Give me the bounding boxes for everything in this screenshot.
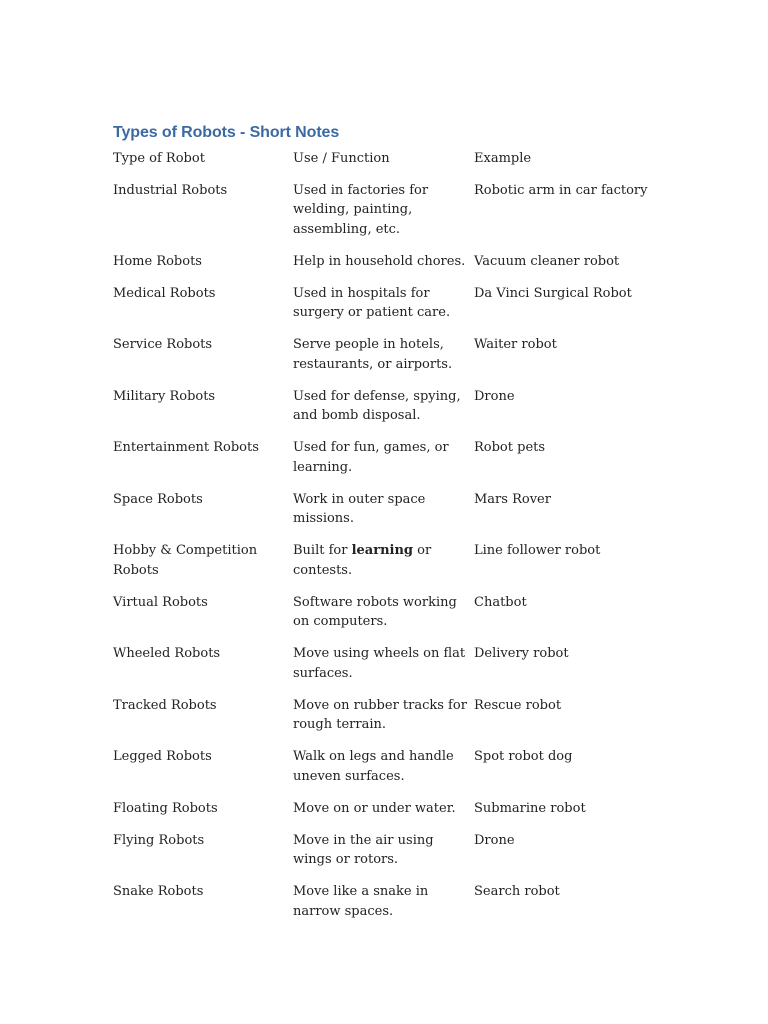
robot-type-cell: Tracked Robots [113, 697, 217, 713]
emphasized-text: learning [351, 543, 414, 558]
table-row [113, 490, 658, 542]
robot-types-table [113, 149, 658, 934]
robot-type-cell: Virtual Robots [113, 594, 208, 610]
example-cell: Vacuum cleaner robot [474, 253, 620, 269]
column-header-type: Type of Robot [113, 151, 205, 166]
table-row [113, 747, 658, 799]
robot-type-cell: Entertainment Robots [113, 440, 259, 455]
table-row [113, 831, 658, 883]
example-cell: Waiter robot [474, 337, 557, 352]
robot-type-cell: Flying Robots [113, 832, 205, 848]
example-cell: Drone [474, 832, 515, 848]
table-row [113, 799, 658, 831]
robot-type-cell: Wheeled Robots [113, 646, 221, 661]
use-function-cell: Used for defense, spying, and bomb disposal. [293, 388, 461, 423]
example-cell: Search robot [474, 884, 560, 899]
use-function-cell: Walk on legs and handle uneven surfaces. [293, 749, 454, 784]
use-function-cell: Software robots working on computers. [293, 594, 457, 629]
example-cell: Line follower robot [474, 543, 601, 558]
robot-type-cell: Hobby & Competition Robots [113, 543, 258, 578]
robot-type-cell: Medical Robots [113, 285, 216, 301]
use-function-cell: Move on or under water. [293, 800, 456, 816]
robot-type-cell: Military Robots [113, 388, 216, 404]
example-cell: Da Vinci Surgical Robot [474, 285, 632, 301]
text-fragment: Built for [293, 543, 352, 558]
use-function-cell: Work in outer space missions. [293, 491, 426, 526]
example-cell: Drone [474, 388, 515, 404]
use-function-cell: Serve people in hotels, restaurants, or airports. [293, 337, 453, 372]
use-function-cell: Used for fun, games, or learning. [293, 440, 449, 475]
table-row [113, 593, 658, 645]
robot-type-cell: Legged Robots [113, 749, 212, 764]
use-function-cell: Move on rubber tracks for rough terrain. [293, 697, 467, 732]
text-fragment: or contests. [293, 543, 432, 578]
robot-type-cell: Floating Robots [113, 800, 218, 816]
example-cell: Chatbot [474, 594, 527, 610]
use-function-cell: Help in household chores. [293, 253, 466, 269]
robot-type-cell: Space Robots [113, 491, 203, 507]
column-header-use: Use / Function [293, 151, 390, 166]
robot-type-cell: Snake Robots [113, 884, 204, 899]
table-body [113, 181, 658, 934]
use-function-cell: Move using wheels on flat surfaces. [293, 646, 466, 681]
robot-type-cell: Service Robots [113, 337, 213, 352]
table-row [113, 882, 658, 934]
robot-type-cell: Industrial Robots [113, 182, 228, 198]
use-function-cell [293, 541, 474, 593]
example-cell: Rescue robot [474, 697, 562, 713]
table-row [113, 387, 658, 439]
use-function-cell: Used in factories for welding, painting, assembling, etc. [293, 182, 429, 237]
example-cell: Submarine robot [474, 800, 586, 816]
example-cell: Delivery robot [474, 646, 569, 661]
document-title: Types of Robots - Short Notes [113, 124, 340, 141]
table-row [113, 438, 658, 490]
table-row [113, 252, 658, 284]
use-function-cell: Used in hospitals for surgery or patient care. [293, 285, 451, 320]
example-cell: Robot pets [474, 440, 546, 455]
example-cell: Mars Rover [474, 491, 551, 507]
robot-type-cell: Home Robots [113, 253, 202, 269]
table-row [113, 696, 658, 748]
table-row [113, 541, 658, 593]
example-cell: Spot robot dog [474, 749, 573, 764]
table-row [113, 181, 658, 252]
use-function-cell: Move like a snake in narrow spaces. [293, 884, 429, 919]
table-row [113, 644, 658, 696]
table-row [113, 335, 658, 387]
column-header-example: Example [474, 151, 532, 166]
example-cell: Robotic arm in car factory [474, 182, 648, 198]
table-header-row [113, 149, 658, 181]
table-row [113, 284, 658, 336]
use-function-cell: Move in the air using wings or rotors. [293, 832, 434, 867]
